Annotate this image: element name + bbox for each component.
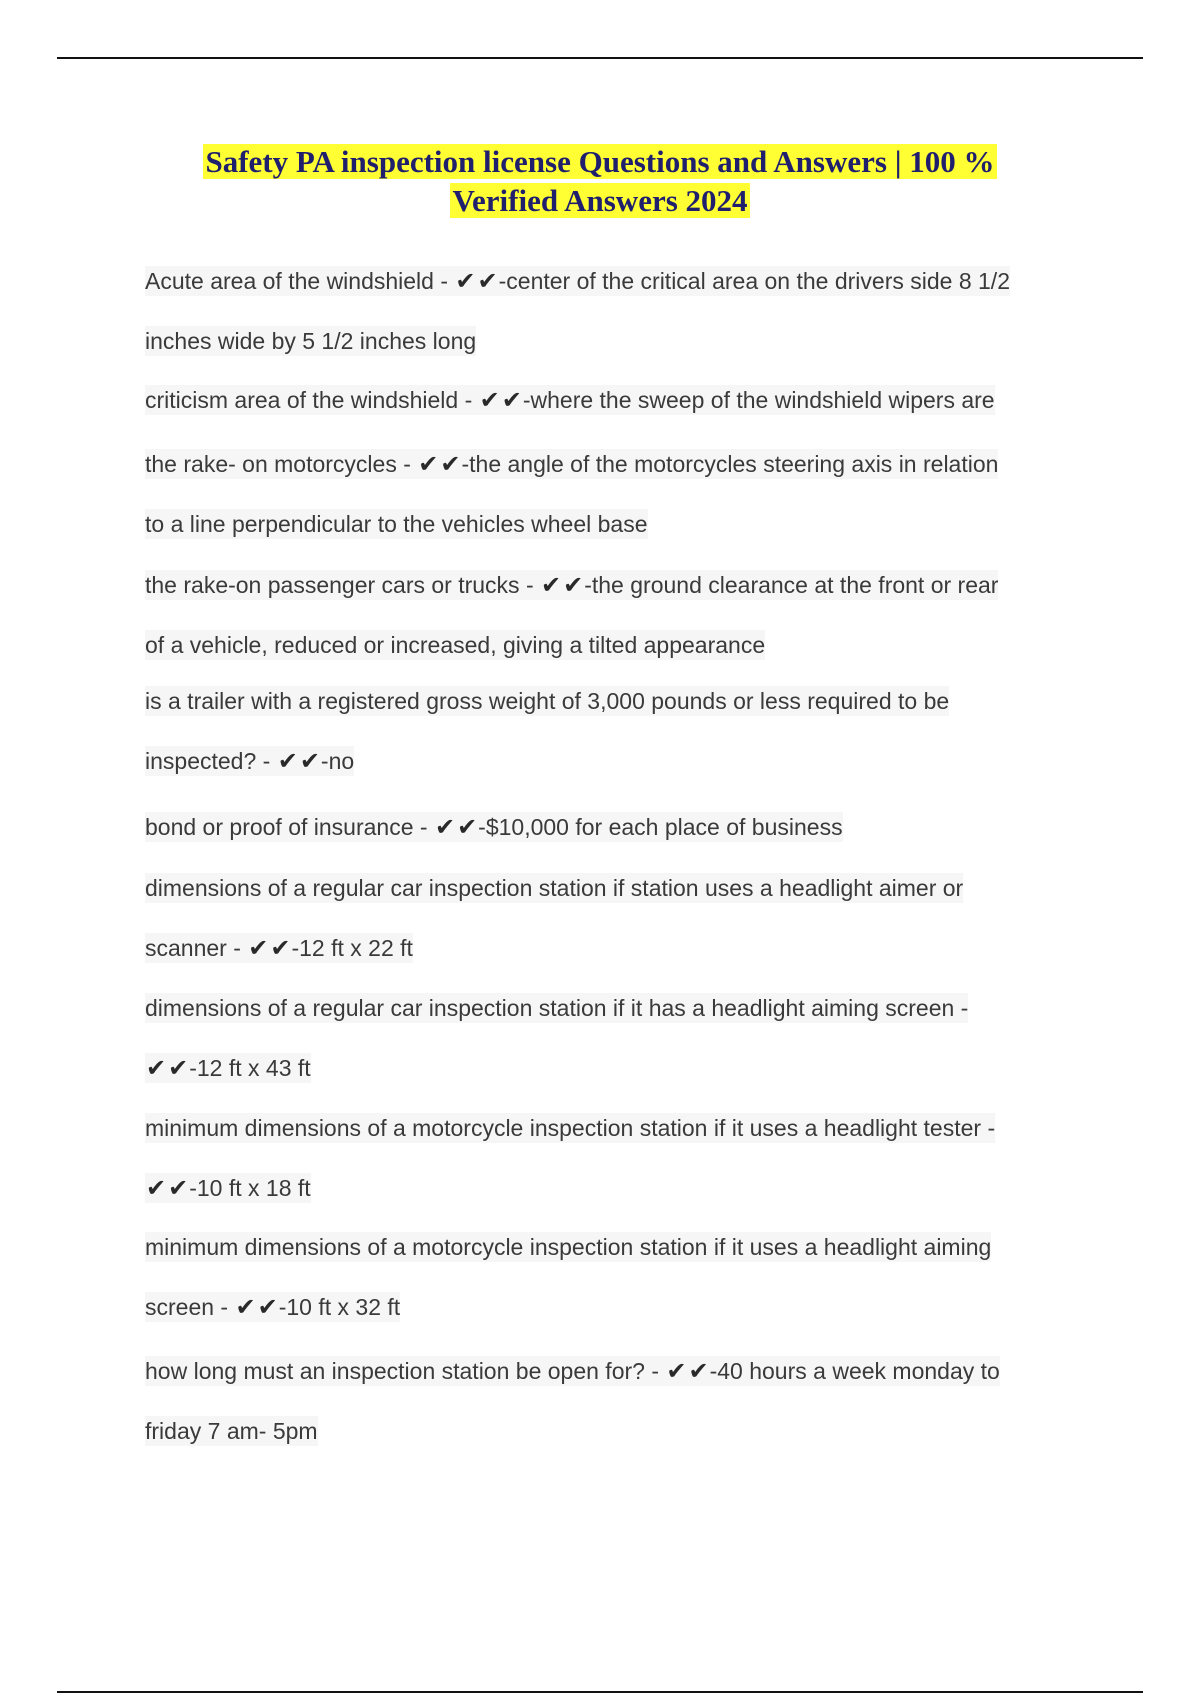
check-mark-icon: ✔ [235, 1293, 256, 1321]
qa-entry [145, 1349, 1085, 1469]
check-mark-icon: ✔ [440, 450, 461, 478]
question-text-continued: inspected? - [145, 748, 277, 774]
title-line-1: Safety PA inspection license Questions and Answers | 100 % [205, 144, 995, 179]
check-mark-icon: ✔ [457, 813, 478, 841]
check-mark-icon: ✔ [434, 813, 456, 841]
check-mark-icon: ✔ [455, 267, 476, 295]
answer-text-continued: of a vehicle, reduced or increased, giving a tilted appearance [145, 632, 766, 658]
qa-entry [145, 679, 1085, 799]
qa-entry [145, 259, 1085, 379]
answer-text: -the ground clearance at the front or rear [584, 572, 999, 598]
qa-entry [145, 563, 1085, 683]
check-mark-icon: ✔ [299, 747, 320, 775]
check-mark-icon: ✔ [257, 1293, 278, 1321]
question-text: Acute area of the windshield - [145, 268, 455, 294]
question-text: bond or proof of insurance - [145, 814, 434, 840]
qa-entry [145, 1106, 1085, 1226]
check-mark-icon: ✔ [666, 1357, 687, 1385]
question-text: dimensions of a regular car inspection station if it has a headlight aiming screen - [145, 995, 969, 1021]
qa-entry [145, 986, 1085, 1106]
check-mark-icon: ✔ [563, 571, 584, 599]
question-text: the rake- on motorcycles - [145, 451, 418, 477]
check-mark-icon: ✔ [477, 267, 498, 295]
answer-text-continued: to a line perpendicular to the vehicles wheel base [145, 511, 648, 537]
check-mark-icon: ✔ [168, 1054, 189, 1082]
qa-entry [145, 442, 1085, 562]
qa-entry [145, 805, 1085, 865]
answer-text: -40 hours a week monday to [709, 1358, 1000, 1384]
question-text-continued: scanner - [145, 935, 248, 961]
answer-text: -center of the critical area on the drivers side 8 1/2 [498, 268, 1010, 294]
check-mark-icon: ✔ [688, 1357, 709, 1385]
check-mark-icon: ✔ [146, 1174, 167, 1202]
question-text: how long must an inspection station be open for? - [145, 1358, 666, 1384]
top-rule [57, 57, 1143, 59]
question-text: the rake-on passenger cars or trucks - [145, 572, 540, 598]
answer-text: -$10,000 for each place of business [478, 814, 843, 840]
answer-text-continued: inches wide by 5 1/2 inches long [145, 328, 477, 354]
check-mark-icon: ✔ [277, 747, 298, 775]
check-mark-icon: ✔ [479, 386, 500, 414]
answer-text: -10 ft x 32 ft [278, 1294, 401, 1320]
answer-text-continued: friday 7 am- 5pm [145, 1418, 318, 1444]
answer-text: -12 ft x 43 ft [189, 1055, 311, 1081]
check-mark-icon: ✔ [418, 450, 439, 478]
question-text-continued: screen - [145, 1294, 235, 1320]
question-text: criticism area of the windshield - [145, 387, 479, 413]
check-mark-icon: ✔ [541, 571, 562, 599]
question-text: dimensions of a regular car inspection station if station uses a headlight aimer or [145, 875, 964, 901]
qa-entry [145, 866, 1085, 986]
title-line-2: Verified Answers 2024 [452, 183, 748, 218]
question-text: is a trailer with a registered gross weight of 3,000 pounds or less required to be [145, 688, 950, 714]
answer-text: -no [320, 748, 355, 774]
answer-text: -10 ft x 18 ft [189, 1175, 311, 1201]
answer-text: -where the sweep of the windshield wipers are [522, 387, 995, 413]
bottom-rule [57, 1691, 1143, 1693]
answer-text: -the angle of the motorcycles steering axis in relation [461, 451, 999, 477]
check-mark-icon: ✔ [146, 1054, 167, 1082]
question-text: minimum dimensions of a motorcycle inspection station if it uses a headlight aiming [145, 1234, 992, 1260]
qa-entry [145, 1225, 1085, 1345]
qa-entry [145, 378, 1085, 438]
answer-text: -12 ft x 22 ft [291, 935, 413, 961]
check-mark-icon: ✔ [168, 1174, 189, 1202]
check-mark-icon: ✔ [248, 934, 269, 962]
document-title [100, 142, 1100, 220]
check-mark-icon: ✔ [501, 386, 522, 414]
question-text: minimum dimensions of a motorcycle inspection station if it uses a headlight tester - [145, 1115, 996, 1141]
check-mark-icon: ✔ [270, 934, 291, 962]
